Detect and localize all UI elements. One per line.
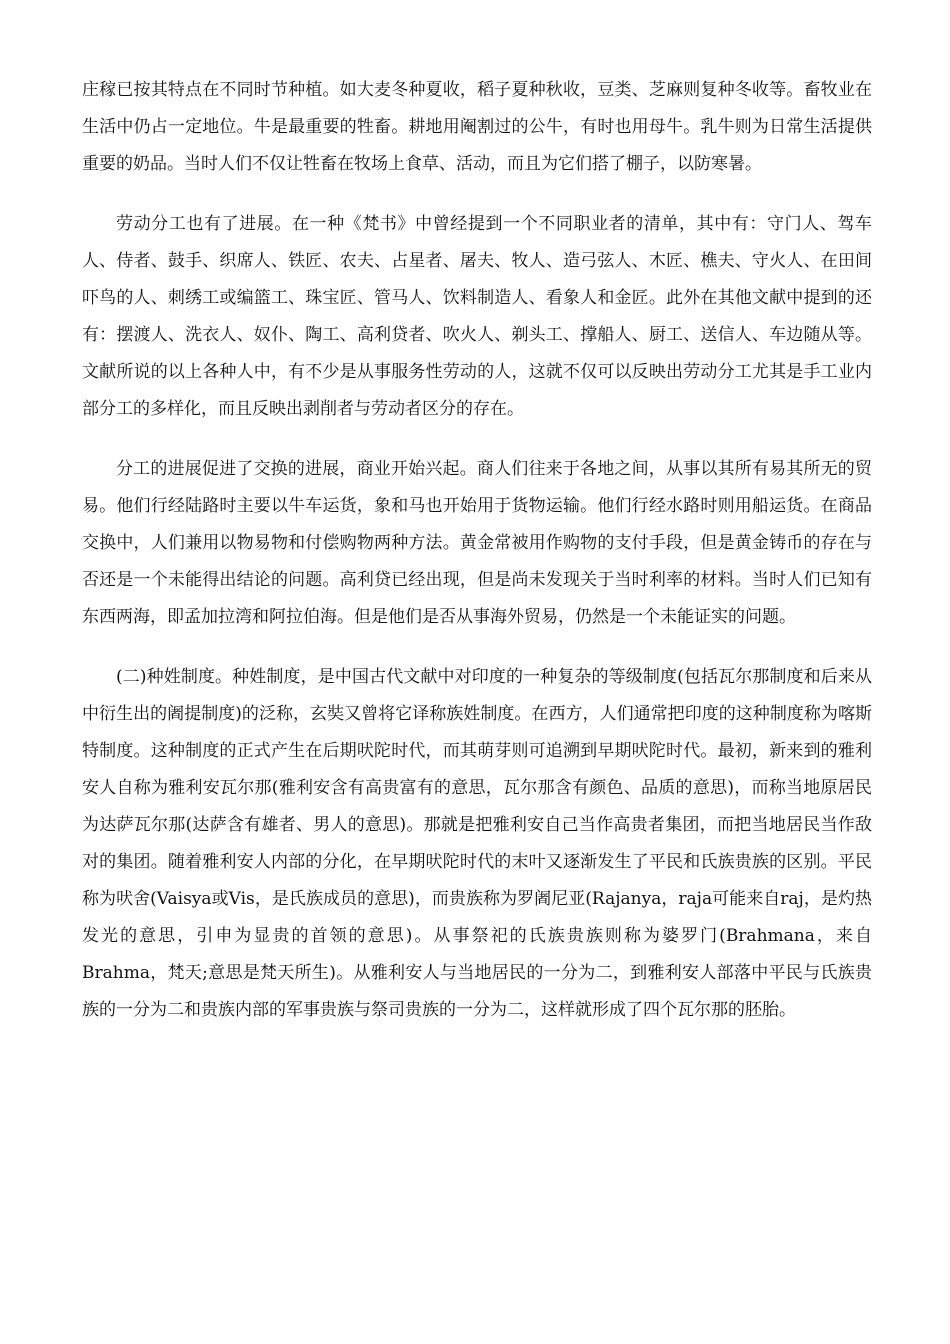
paragraph-division-of-labor: 劳动分工也有了进展。在一种《梵书》中曾经提到一个不同职业者的清单，其中有：守门人、驾车人、侍者、鼓手、织席人、铁匠、农夫、占星者、屠夫、牧人、造弓弦人、木匠、樵夫、守火人、在田间吓鸟的人、刺绣工或编篮工、珠宝匠、管马人、饮料制造人、看象人和金匠。此外在其他文献中提到的还有：摆渡人、洗衣人、奴仆、陶工、高利贷者、吹火人、剃头工、撑船人、厨工、送信人、车边随从等。文献所说的以上各种人中，有不少是从事服务性劳动的人，这就不仅可以反映出劳动分工尤其是手工业内部分工的多样化，而且反映出剥削者与劳动者区分的存在。 [82, 214, 872, 419]
paragraph-caste-system: (二)种姓制度。种姓制度，是中国古代文献中对印度的一种复杂的等级制度(包括瓦尔那制度和后来从中衍生出的阇提制度)的泛称，玄奘又曾将它译称族姓制度。在西方，人们通常把印度的这种制度称为喀斯特制度。这种制度的正式产生在后期吠陀时代，而其萌芽则可追溯到早期吠陀时代。最初，新来到的雅利安人自称为雅利安瓦尔那(雅利安含有高贵富有的意思，瓦尔那含有颜色、品质的意思)，而称当地原居民为达萨瓦尔那(达萨含有雄者、男人的意思)。那就是把雅利安自己当作高贵者集团，而把当地居民当作敌对的集团。随着雅利安人内部的分化，在早期吠陀时代的末叶又逐渐发生了平民和氏族贵族的区别。平民称为吠舍(Vaisya或Vis，是氏族成员的意思)，而贵族称为罗阇尼亚(Rajanya，raja可能来自raj，是灼热发光的意思，引申为显贵的首领的意思)。从事祭祀的氏族贵族则称为婆罗门(Brahmana，来自Brahma，梵天;意思是梵天所生)。从雅利安人与当地居民的一分为二，到雅利安人部落中平民与氏族贵族的一分为二和贵族内部的军事贵族与祭司贵族的一分为二，这样就形成了四个瓦尔那的胚胎。 [82, 667, 872, 1020]
document-page [82, 72, 872, 1052]
paragraph-agriculture: 庄稼已按其特点在不同时节种植。如大麦冬种夏收，稻子夏种秋收，豆类、芝麻则复种冬收等。畜牧业在生活中仍占一定地位。牛是最重要的牲畜。耕地用阉割过的公牛，有时也用母牛。乳牛则为日常生活提供重要的奶品。当时人们不仅让牲畜在牧场上食草、活动，而且为它们搭了棚子，以防寒暑。 [82, 80, 872, 174]
paragraph-commerce: 分工的进展促进了交换的进展，商业开始兴起。商人们往来于各地之间，从事以其所有易其所无的贸易。他们行经陆路时主要以牛车运货，象和马也开始用于货物运输。他们行经水路时则用船运货。在商品交换中，人们兼用以物易物和付偿购物两种方法。黄金常被用作购物的支付手段，但是黄金铸币的存在与否还是一个未能得出结论的问题。高利贷已经出现，但是尚未发现关于当时利率的材料。当时人们已知有东西两海，即孟加拉湾和阿拉伯海。但是他们是否从事海外贸易，仍然是一个未能证实的问题。 [82, 459, 872, 627]
